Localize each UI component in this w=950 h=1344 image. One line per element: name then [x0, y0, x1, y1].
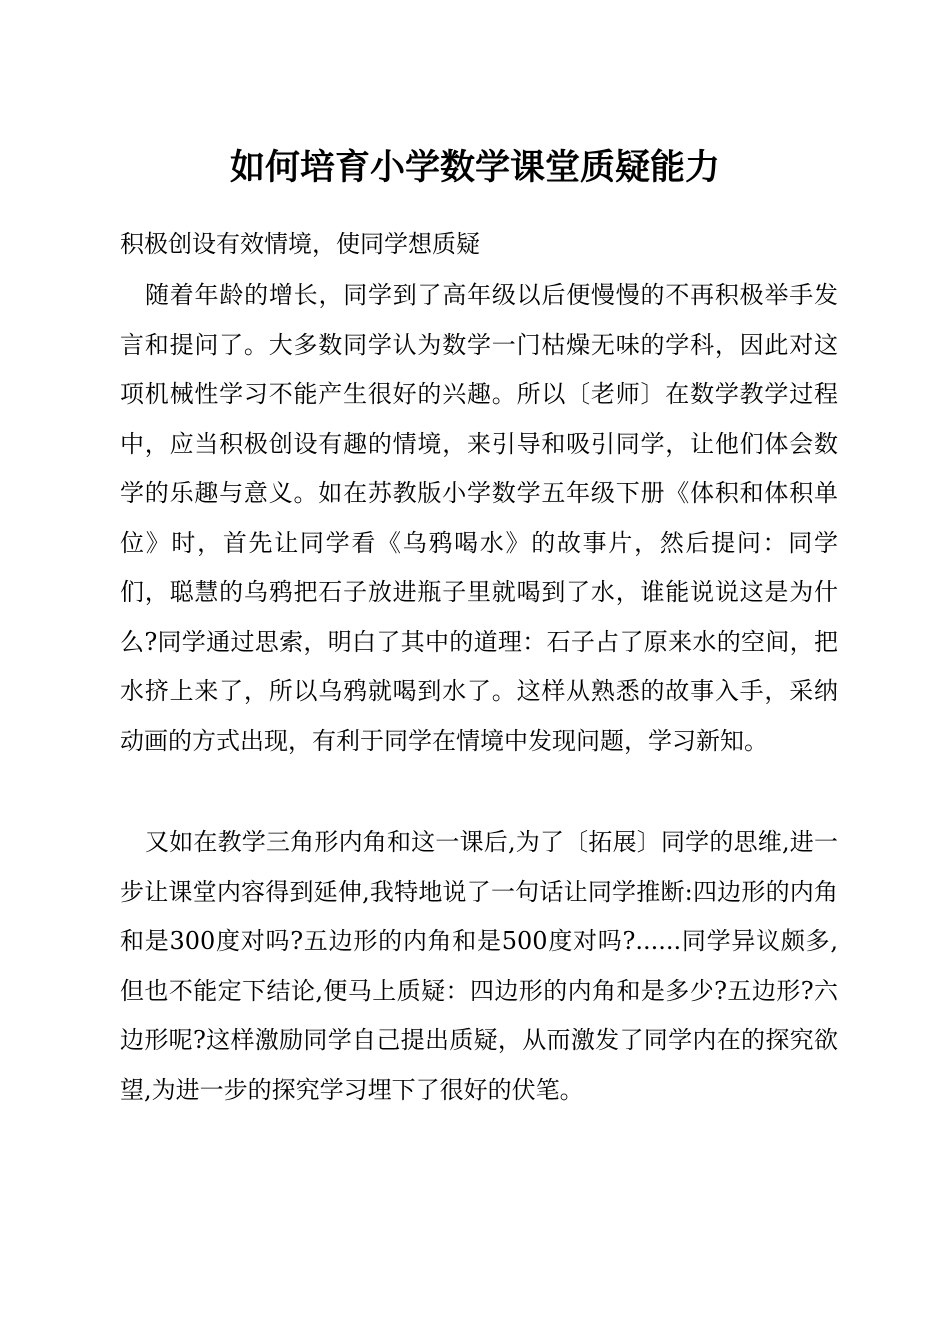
section-heading: 积极创设有效情境，使同学想质疑 — [120, 230, 480, 258]
document-title: 如何培育小学数学课堂质疑能力 — [229, 147, 720, 188]
body-paragraph-1: 随着年龄的增长，同学到了高年级以后便慢慢的不再积极举手发言和提问了。大多数同学认为数学一门枯燥无味的学科，因此对这项机械性学习不能产生很好的兴趣。所以〔老师〕在数学教学过程中，应当积极创设有趣的情境，来引导和吸引同学，让他们体会数学的乐趣与意义。如在苏教版小学数学五年级下册《体积和体积单位》时，首先让同学看《乌鸦喝水》的故事片，然后提问：同学们，聪慧的乌鸦把石子放进瓶子里就喝到了水，谁能说说这是为什么?同学通过思索，明白了其中的道理：石子占了原来水的空间，把水挤上来了，所以乌鸦就喝到水了。这样从熟悉的故事入手，采纳动画的方式出现，有利于同学在情境中发现问题，学习新知。 — [120, 281, 838, 755]
body-paragraph-2: 又如在教学三角形内角和这一课后,为了〔拓展〕同学的思维,进一步让课堂内容得到延伸,我特地说了一句话让同学推断:四边形的内角和是300度对吗?五边形的内角和是500度对吗?......同学异议颇多,但也不能定下结论,便马上质疑：四边形的内角和是多少?五边形?六边形呢?这样激励同学自己提出质疑，从而激发了同学内在的探究欲望,为进一步的探究学习埋下了很好的伏笔。 — [120, 828, 838, 1104]
